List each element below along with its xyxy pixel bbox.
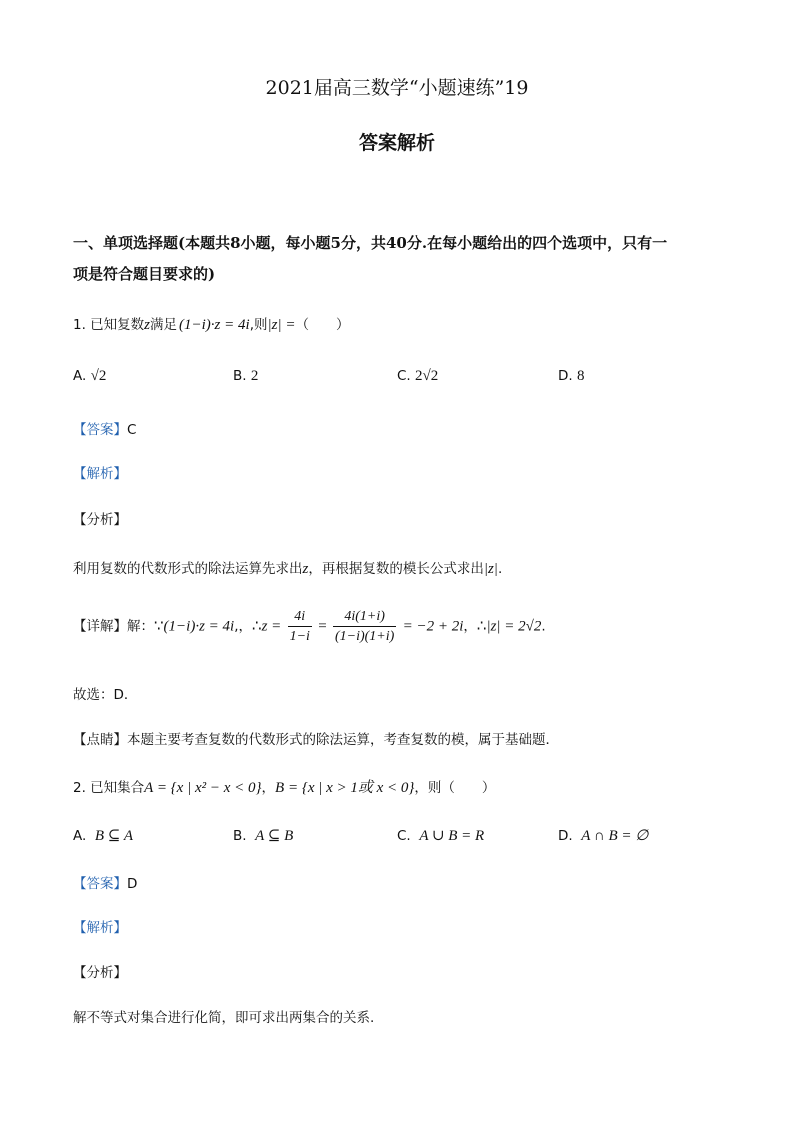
option-label: A. (73, 828, 87, 844)
q2-option-d (558, 826, 648, 845)
section-heading-line1: 一、单项选择题(本题共8小题，每小题5分，共40分.在每小题给出的四个选项中，只有一 (73, 234, 668, 252)
q1-ask: ,则 (249, 317, 268, 333)
period: . (541, 618, 546, 635)
q2-fenxi-label: 【分析】 (73, 965, 127, 981)
because-symbol: ∵ (154, 618, 164, 635)
q2-option-c (397, 826, 484, 845)
q2-jiexi-label: 【解析】 (73, 920, 127, 936)
q2-prefix: 2. 已知集合 (73, 780, 145, 796)
question-1-stem (73, 313, 349, 334)
answer-label: 【答案】 (73, 422, 127, 438)
analysis-part: ，再根据复数的模长公式求出 (308, 561, 484, 577)
z-equals: z = (261, 618, 282, 635)
modulus-result: |z| = 2√2 (486, 618, 542, 635)
document-subtitle: 答案解析 (358, 132, 435, 154)
detail-condition: (1−i)·z = 4i (163, 618, 235, 635)
option-value: 2 (250, 368, 259, 384)
q2-set-a: A = {x | x² − x < 0} (144, 780, 262, 796)
division-result: = −2 + 2i (402, 618, 464, 635)
therefore-symbol: ∴ (252, 618, 262, 635)
q1-mid: 满足 (150, 317, 178, 333)
q1-option-c (397, 368, 438, 385)
option-value: A ⊆ B (255, 828, 294, 844)
q2-suffix: ，则（ ） (414, 780, 496, 796)
q1-var: z (144, 317, 151, 333)
q1-prefix: 1. 已知复数 (73, 317, 145, 333)
detail-label: 【详解】 (73, 618, 127, 635)
therefore-symbol: ∴ (476, 618, 487, 635)
dianjing-text: 本题主要考查复数的代数形式的除法运算，考查复数的模，属于基础题． (127, 732, 559, 748)
q2-comma: ， (261, 780, 276, 796)
q1-choose: 故选：D． (73, 687, 138, 703)
option-label: C. (397, 828, 411, 844)
q2-analysis-text: 解不等式对集合进行化简，即可求出两集合的关系. (73, 1010, 375, 1026)
q1-modulus: |z| = (267, 317, 296, 333)
option-value: 2√2 (415, 368, 439, 384)
detail-comma: ,， (234, 618, 253, 635)
analysis-var: z (302, 561, 309, 577)
answer-label: 【答案】 (73, 876, 127, 892)
q1-jiexi-label: 【解析】 (73, 466, 127, 482)
analysis-part: 利用复数的代数形式的除法运算先求出 (73, 561, 303, 577)
answer-value: D (127, 876, 138, 892)
option-value: √2 (90, 368, 107, 384)
q1-analysis-text (73, 557, 502, 578)
analysis-mod: |z| (483, 561, 498, 577)
q2-option-b (233, 826, 293, 845)
q2-option-a (73, 826, 133, 845)
fraction-denominator: 1−i (289, 629, 310, 644)
option-label: B. (233, 828, 247, 844)
option-value: A ∪ B = R (419, 828, 485, 844)
fraction-denominator: (1−i)(1+i) (334, 629, 395, 644)
q2-answer (73, 872, 137, 892)
fraction-numerator: 4i (288, 608, 312, 627)
fraction-numerator: 4i(1+i) (333, 608, 396, 627)
q1-fenxi-label: 【分析】 (73, 512, 127, 528)
section-heading-line2: 项是符合题目要求的) (73, 265, 216, 283)
equals-sign: = (318, 618, 327, 635)
analysis-end: . (497, 561, 503, 577)
document-title: 2021届高三数学“小题速练”19 (265, 77, 529, 99)
option-label: C. (397, 368, 411, 384)
q1-paren: （ ） (295, 317, 350, 333)
option-label: B. (233, 368, 247, 384)
q1-answer (73, 418, 136, 438)
question-2-stem (73, 776, 495, 797)
detail-comma: ， (463, 618, 477, 635)
fraction-2 (333, 608, 396, 645)
option-value: A ∩ B = ∅ (581, 828, 649, 844)
option-label: D. (558, 368, 573, 384)
detail-intro: 解： (127, 618, 154, 635)
q1-option-a (73, 368, 106, 385)
option-value: B ⊆ A (94, 828, 134, 844)
q1-dianjing (73, 728, 559, 748)
q1-option-b (233, 368, 258, 385)
option-label: A. (73, 368, 87, 384)
q1-option-d (558, 368, 584, 385)
fraction-1 (288, 608, 312, 645)
q1-condition: (1−i)·z = 4i (179, 317, 250, 333)
option-label: D. (558, 828, 573, 844)
q1-detail (73, 608, 546, 645)
dianjing-label: 【点睛】 (73, 732, 127, 748)
answer-value: C (127, 422, 137, 438)
q2-set-b: B = {x | x > 1或 x < 0} (275, 780, 415, 796)
option-value: 8 (576, 368, 585, 384)
